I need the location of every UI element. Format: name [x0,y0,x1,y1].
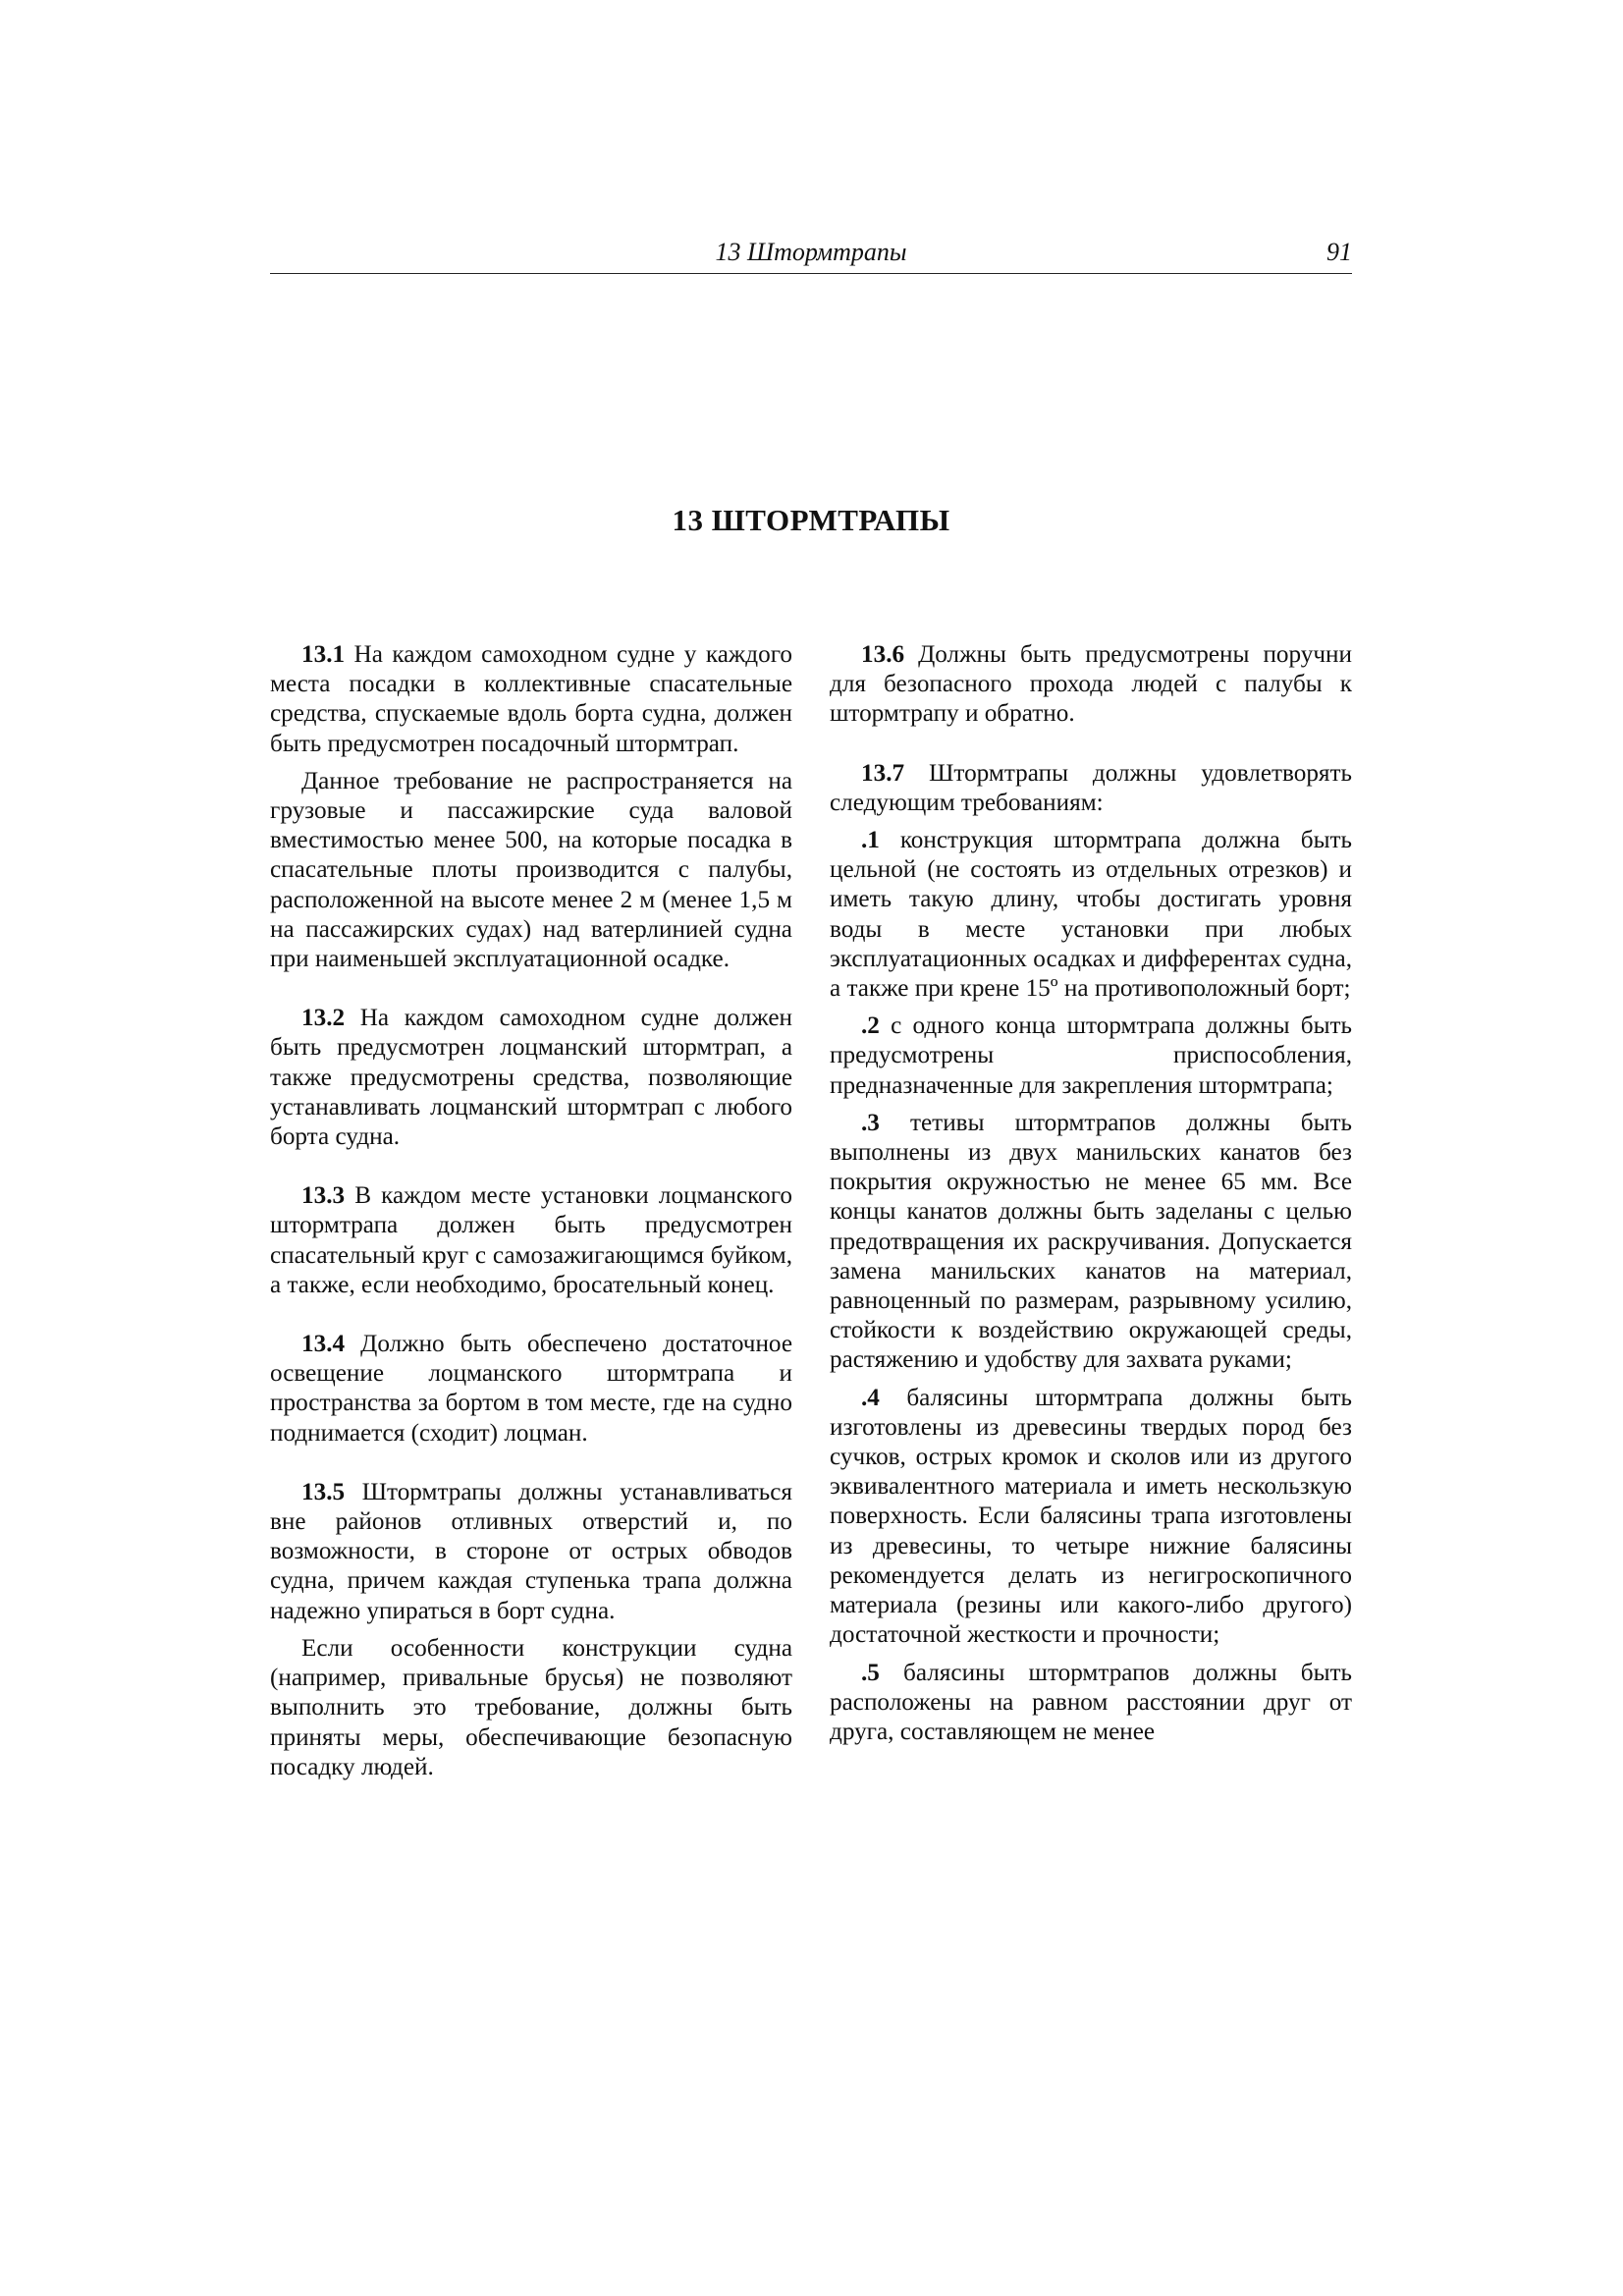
paragraph-text: Должно быть обеспечено достаточное освещение лоцманского штормтрапа и пространства за бортом в том месте, где на судно поднимается (сходит) лоцман. [270,1331,793,1447]
item-text: тетивы штормтрапов должны быть выполнены из двух манильских канатов без покрытия окружностью не менее 65 мм. Все концы канатов должны быть заделаны с целью предотвращения их раскручивания. Допускается замена манильских канатов на материал, равноценный по размерам, разрывному усилию, стойкости к воздействию окружающей среды, растяжению и удобству для захвата руками; [830,1109,1353,1374]
paragraph-13-7 [830,759,1352,818]
section-number: 13.1 [301,641,346,668]
paragraph-13-5 [270,1478,792,1626]
item-number: .1 [861,827,880,854]
list-item-4 [830,1384,1352,1651]
item-text: балясины штормтрапов должны быть расположены на равном расстоянии друг от друга, составляющем не менее [830,1659,1353,1745]
item-number: .4 [861,1384,880,1411]
item-number: .3 [861,1109,880,1136]
section-number: 13.2 [301,1005,346,1032]
item-text: балясины штормтрапа должны быть изготовлены из древесины твердых пород без сучков, острых кромок и сколов или из другого эквивалентного материала и иметь нескользкую поверхность. Если балясины трапа изготовлены из древесины, то четыре нижние балясины рекомендуется делать из негигроскопичного материала (резины или какого-либо другого) достаточной жесткости и прочности; [830,1384,1353,1649]
item-text: конструкция штормтрапа должна быть цельной (не состоять из отдельных отрезков) и иметь такую длину, чтобы достигать уровня воды в месте установки при любых эксплуатационных осадках и дифферентах судна, а также при крене 15º на противоположный борт; [830,827,1352,1003]
list-item-5 [830,1659,1352,1748]
paragraph-text: На каждом самоходном судне должен быть предусмотрен лоцманский штормтрап, а также предусмотрены средства, позволяющие устанавливать лоцманский штормтрап с любого борта судна. [270,1005,792,1151]
list-item-2 [830,1011,1352,1101]
section-number: 13.5 [301,1478,346,1505]
right-column [830,640,1352,1747]
paragraph-text: Штормтрапы должны удовлетворять следующим требованиям: [830,759,1352,816]
paragraph-13-4 [270,1330,792,1449]
paragraph-text: В каждом месте установки лоцманского штормтрапа должен быть предусмотрен спасательный круг с самозажигающимся буйком, а также, если необходимо, бросательный конец. [270,1182,793,1298]
paragraph-13-6 [830,640,1352,730]
list-item-3 [830,1109,1352,1376]
paragraph-13-1-continued: Данное требование не распространяется на грузовые и пассажирские суда валовой вместимостью менее 500, на которые посадка в спасательные плоты производится с палубы, расположенной на высоте менее 2 м (менее 1,5 м на пассажирских судах) над ватерлинией судна при наименьшей эксплуатационной осадке. [270,767,792,973]
paragraph-13-5-continued: Если особенности конструкции судна (например, привальные брусья) не позволяют выполнить это требование, должны быть приняты меры, обеспечивающие безопасную посадку людей. [270,1634,792,1780]
paragraph-text: Должны быть предусмотрены поручни для безопасного прохода людей с палубы к штормтрапу и обратно. [830,641,1352,728]
paragraph-13-3 [270,1181,792,1300]
paragraph-text: На каждом самоходном судне у каждого места посадки в коллективные спасательные средства, спускаемые вдоль борта судна, должен быть предусмотрен посадочный штормтрап. [270,641,792,757]
chapter-title: 13 ШТОРМТРАПЫ [672,503,950,537]
item-number: .2 [861,1012,880,1040]
section-number: 13.7 [861,759,905,787]
paragraph-13-1 [270,640,792,759]
list-item-1 [830,826,1352,1004]
running-header [270,236,1352,274]
section-number: 13.4 [301,1331,346,1358]
paragraph-text: Штормтрапы должны устанавливаться вне районов отливных отверстий и, по возможности, в стороне от острых обводов судна, причем каждая ступенька трапа должна надежно упираться в борт судна. [270,1478,792,1624]
page-number: 91 [1326,238,1352,266]
paragraph-13-2 [270,1004,792,1152]
section-number: 13.3 [301,1182,346,1210]
left-column [270,640,792,1782]
running-title: 13 Штормтрапы [715,238,907,266]
section-number: 13.6 [861,641,905,668]
item-number: .5 [861,1659,880,1686]
item-text: с одного конца штормтрапа должны быть предусмотрены приспособления, предназначенные для закрепления штормтрапа; [830,1012,1352,1099]
